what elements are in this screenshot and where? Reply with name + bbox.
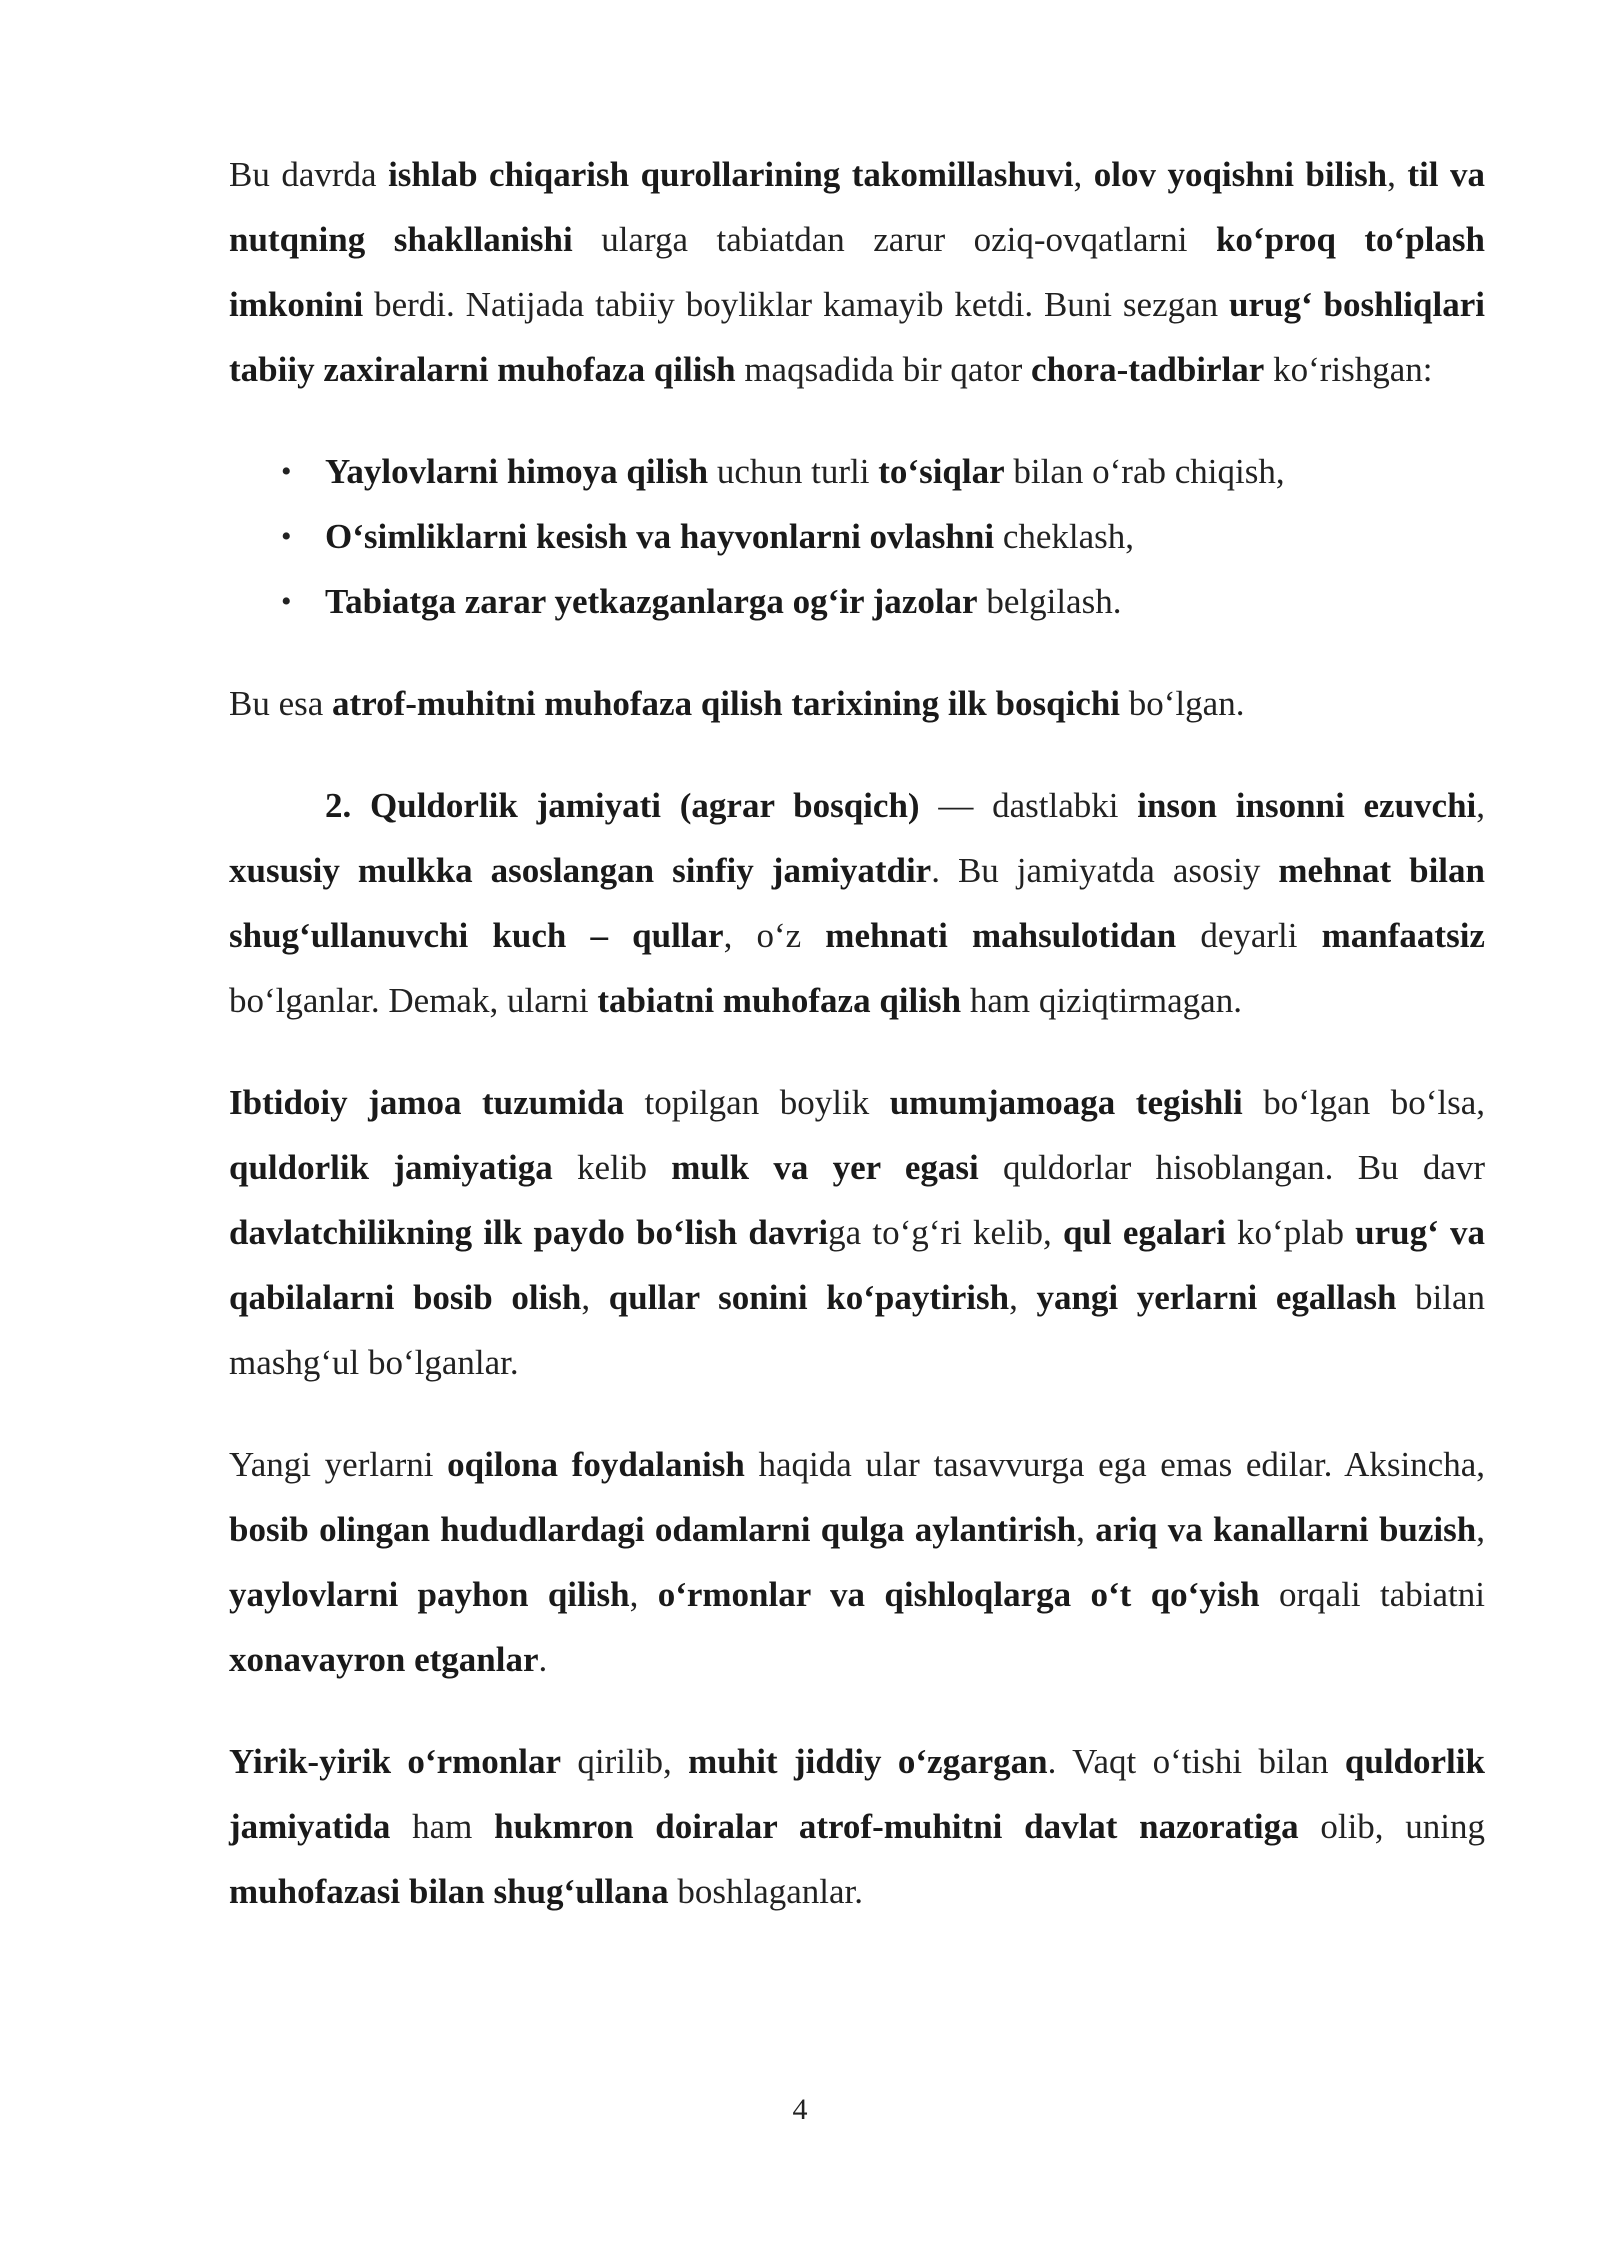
bold-phrase: 2. Quldorlik jamiyati (agrar bosqich)	[325, 786, 920, 825]
paragraph-primitive-community	[229, 1070, 1485, 1395]
list-item	[281, 569, 1485, 634]
page-body	[229, 142, 1485, 1924]
text-run: Yangi yerlarni	[229, 1445, 448, 1484]
bold-phrase: urug‘ boshliqlari tabiiy zaxiralarni muhofaza qilish	[229, 285, 1485, 389]
text-run: ularga tabiatdan zarur oziq-ovqatlarni	[572, 220, 1216, 259]
list-item	[281, 439, 1485, 504]
bold-phrase: yangi yerlarni egallash	[1036, 1278, 1397, 1317]
text-run: boshlaganlar.	[668, 1872, 863, 1911]
text-run: ,	[1476, 786, 1486, 825]
text-run: ,	[581, 1278, 609, 1317]
bold-phrase: to‘siqlar	[878, 452, 1005, 491]
bold-phrase: oqilona foydalanish	[447, 1445, 745, 1484]
text-run: ,	[1076, 1510, 1096, 1549]
text-run: ham	[390, 1807, 495, 1846]
text-run: ,	[1073, 155, 1094, 194]
bold-phrase: quldorlik jamiyatida	[229, 1742, 1485, 1846]
bold-phrase: yaylovlarni payhon qilish	[229, 1575, 630, 1614]
bold-phrase: mulk va yer egasi	[671, 1148, 979, 1187]
text-run: bo‘lgan.	[1120, 684, 1245, 723]
bold-phrase: muhit jiddiy o‘zgargan	[688, 1742, 1048, 1781]
text-run: haqida ular tasavvurga ega emas edilar. Aksincha,	[744, 1445, 1486, 1484]
measures-list	[229, 439, 1485, 634]
text-run: ko‘plab	[1225, 1213, 1356, 1252]
text-run: topilgan boylik	[623, 1083, 890, 1122]
paragraph-slavery-society	[229, 773, 1485, 1033]
bold-phrase: muhofazasi bilan shug‘ullana	[229, 1872, 669, 1911]
text-run: .	[538, 1640, 548, 1679]
text-run: ,	[1476, 1510, 1485, 1549]
text-run: ga to‘g‘ri kelib,	[828, 1213, 1063, 1252]
text-run: deyarli	[1176, 916, 1322, 955]
text-run: ko‘rishgan:	[1264, 350, 1433, 389]
bold-phrase: qul egalari	[1062, 1213, 1226, 1252]
page-number: 4	[792, 2093, 808, 2126]
text-run: bo‘lganlar. Demak, ularni	[229, 981, 598, 1020]
paragraph-new-lands	[229, 1432, 1485, 1692]
bold-phrase: mehnati mahsulotidan	[825, 916, 1177, 955]
bold-phrase: quldorlik jamiyatiga	[229, 1148, 553, 1187]
bullet-icon: •	[281, 585, 292, 618]
text-run: qirilib,	[561, 1742, 689, 1781]
bold-phrase: qullar sonini ko‘paytirish	[608, 1278, 1010, 1317]
paragraph-first-stage	[229, 671, 1485, 736]
bold-phrase: olov yoqishni bilish	[1093, 155, 1388, 194]
bold-phrase: Tabiatga zarar yetkazganlarga og‘ir jazolar	[325, 582, 978, 621]
bold-phrase: manfaatsiz	[1321, 916, 1485, 955]
bold-phrase: chora-tadbirlar	[1031, 350, 1265, 389]
bullet-icon: •	[281, 455, 292, 488]
text-run: maqsadida bir qator	[735, 350, 1032, 389]
text-run: berdi. Natijada tabiiy boyliklar kamayib ketdi. Buni sezgan	[363, 285, 1230, 324]
bold-phrase: davlatchilikning ilk paydo bo‘lish davri	[229, 1213, 829, 1252]
text-run: cheklash,	[994, 517, 1135, 556]
bullet-icon: •	[281, 520, 292, 553]
bold-phrase: umumjamoaga tegishli	[889, 1083, 1243, 1122]
bold-phrase: ko‘proq to‘plash imkonini	[229, 220, 1485, 324]
text-run: kelib	[552, 1148, 672, 1187]
bold-phrase: bosib olingan hududlardagi odamlarni qulga aylantirish	[229, 1510, 1077, 1549]
text-run: ,	[629, 1575, 658, 1614]
text-run: bilan o‘rab chiqish,	[1004, 452, 1285, 491]
text-run: ,	[1387, 155, 1408, 194]
text-run: orqali tabiatni	[1259, 1575, 1486, 1614]
bold-phrase: o‘rmonlar va qishloqlarga o‘t qo‘yish	[657, 1575, 1260, 1614]
paragraph-intro	[229, 142, 1485, 402]
text-run: . Bu jamiyatda asosiy	[931, 851, 1279, 890]
bold-phrase: til va nutqning shakllanishi	[229, 155, 1486, 259]
text-run: ham qiziqtirmagan.	[961, 981, 1242, 1020]
bold-phrase: ariq va kanallarni buzish	[1095, 1510, 1477, 1549]
paragraph-forests	[229, 1729, 1485, 1924]
bold-phrase: xonavayron etganlar	[229, 1640, 539, 1679]
bold-phrase: urug‘ va qabilalarni bosib olish	[229, 1213, 1485, 1317]
text-run: bilan mashg‘ul bo‘lganlar.	[229, 1278, 1486, 1382]
bold-phrase: Yaylovlarni himoya qilish	[325, 452, 709, 491]
list-item	[281, 504, 1485, 569]
text-run: bo‘lgan bo‘lsa,	[1242, 1083, 1485, 1122]
bold-phrase: Yirik-yirik o‘rmonlar	[229, 1742, 561, 1781]
bold-phrase: tabiatni muhofaza qilish	[597, 981, 962, 1020]
list-item-text	[325, 517, 1134, 556]
text-run: Bu esa	[229, 684, 333, 723]
text-run: olib, uning	[1298, 1807, 1485, 1846]
bold-phrase: inson insonni ezuvchi	[1137, 786, 1477, 825]
bold-phrase: O‘simliklarni kesish va hayvonlarni ovlashni	[325, 517, 995, 556]
list-item-text	[325, 452, 1285, 491]
bold-phrase: hukmron doiralar atrof-muhitni davlat nazoratiga	[494, 1807, 1299, 1846]
bold-phrase: atrof-muhitni muhofaza qilish tarixining ilk bosqichi	[332, 684, 1121, 723]
text-run: ,	[1009, 1278, 1037, 1317]
bold-phrase: Ibtidoiy jamoa tuzumida	[229, 1083, 624, 1122]
bold-phrase: mehnat bilan shug‘ullanuvchi kuch – qullar	[229, 851, 1485, 955]
list-item-text	[325, 582, 1121, 621]
bold-phrase: xususiy mulkka asoslangan sinfiy jamiyatdir	[229, 851, 932, 890]
bold-phrase: ishlab chiqarish qurollarining takomillashuvi	[388, 155, 1074, 194]
text-run: uchun turli	[708, 452, 879, 491]
text-run: — dastlabki	[919, 786, 1138, 825]
text-run: belgilash.	[977, 582, 1122, 621]
text-run: , o‘z	[723, 916, 826, 955]
text-run: Bu davrda	[229, 155, 389, 194]
text-run: quldorlar hisoblangan. Bu davr	[978, 1148, 1486, 1187]
text-run: . Vaqt o‘tishi bilan	[1047, 1742, 1345, 1781]
